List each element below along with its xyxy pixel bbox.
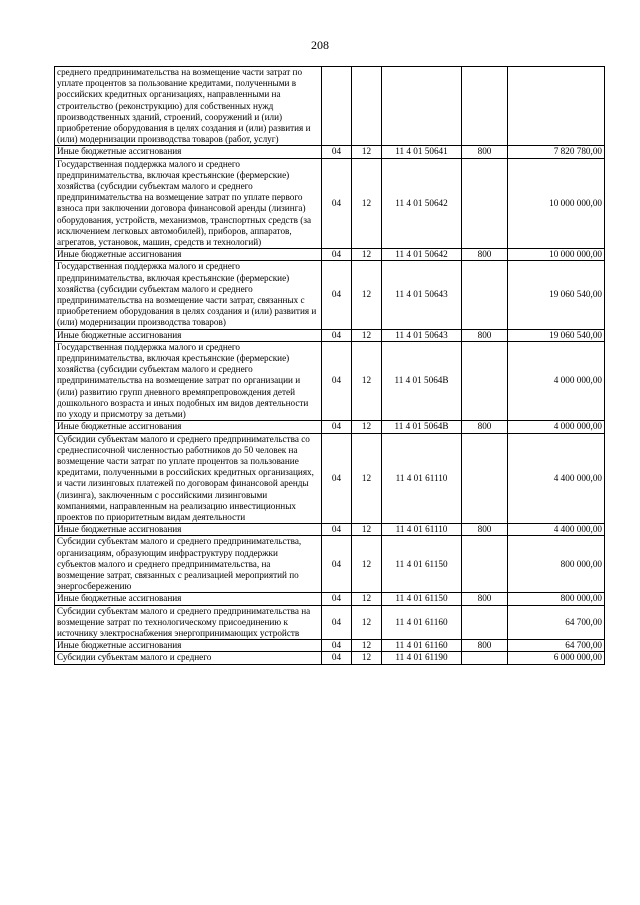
table-row [55,593,605,605]
row-expense-type: 800 [462,329,508,341]
row-amount: 7 820 780,00 [508,146,605,158]
row-expense-type: 800 [462,249,508,261]
table-row [55,249,605,261]
row-amount: 800 000,00 [508,536,605,593]
row-amount: 19 060 540,00 [508,329,605,341]
row-expense-type [462,341,508,420]
table-row [55,341,605,420]
row-subsection: 12 [352,261,382,329]
table-row [55,421,605,433]
row-section: 04 [322,433,352,524]
row-subsection: 12 [352,536,382,593]
row-section: 04 [322,249,352,261]
row-expense-type [462,158,508,249]
row-expense-type [462,652,508,664]
row-section: 04 [322,640,352,652]
row-subsection: 12 [352,652,382,664]
row-subsection: 12 [352,341,382,420]
row-expense-type: 800 [462,640,508,652]
row-amount: 4 000 000,00 [508,421,605,433]
row-subsection: 12 [352,524,382,536]
row-subsection: 12 [352,433,382,524]
row-subsection: 12 [352,605,382,640]
row-amount: 64 700,00 [508,605,605,640]
row-section: 04 [322,146,352,158]
row-name: Иные бюджетные ассигнования [55,640,322,652]
row-target-code: 11 4 01 50643 [382,261,462,329]
row-section: 04 [322,536,352,593]
row-expense-type: 800 [462,593,508,605]
row-expense-type [462,536,508,593]
row-target-code: 11 4 01 61150 [382,536,462,593]
table-row [55,158,605,249]
table-row [55,640,605,652]
row-target-code: 11 4 01 61110 [382,524,462,536]
row-amount: 4 400 000,00 [508,433,605,524]
row-subsection: 12 [352,329,382,341]
row-name: Государственная поддержка малого и среднего предпринимательства, включая крестьянские (фермерские) хозяйства (субсидии субъектам малого и среднего предпринимательства на возмещение затрат по организации и (или) развитию групп дневного времяпрепровождения детей дошкольного возраста и иных подобных им видов деятельности по уходу и присмотру за детьми) [55,341,322,420]
row-amount: 800 000,00 [508,593,605,605]
row-name: Иные бюджетные ассигнования [55,421,322,433]
row-section [322,67,352,146]
row-target-code: 11 4 01 61150 [382,593,462,605]
row-target-code [382,67,462,146]
row-section: 04 [322,329,352,341]
row-amount: 10 000 000,00 [508,249,605,261]
row-expense-type: 800 [462,421,508,433]
table-row [55,652,605,664]
row-name: Иные бюджетные ассигнования [55,146,322,158]
row-section: 04 [322,593,352,605]
table-row [55,524,605,536]
row-name: Иные бюджетные ассигнования [55,593,322,605]
budget-table [54,66,605,665]
row-expense-type [462,261,508,329]
row-section: 04 [322,261,352,329]
table-row [55,536,605,593]
row-amount: 6 000 000,00 [508,652,605,664]
row-subsection: 12 [352,421,382,433]
table-row [55,261,605,329]
row-name: Иные бюджетные ассигнования [55,249,322,261]
budget-table-body [55,67,605,665]
table-row [55,67,605,146]
page-number: 208 [311,38,329,52]
row-section: 04 [322,158,352,249]
table-row [55,433,605,524]
row-amount: 19 060 540,00 [508,261,605,329]
row-amount: 4 400 000,00 [508,524,605,536]
row-subsection: 12 [352,158,382,249]
row-target-code: 11 4 01 61190 [382,652,462,664]
row-name: среднего предпринимательства на возмещение части затрат по уплате процентов за пользование кредитами, полученными в российских кредитных организациях, направленными на строительство (реконструкцию) для собственных нужд производственных зданий, строений, сооружений и (или) приобретение оборудования в целях создания и (или) развития и (или) модернизации производства товаров (работ, услуг) [55,67,322,146]
row-amount [508,67,605,146]
row-name: Государственная поддержка малого и среднего предпринимательства, включая крестьянские (фермерские) хозяйства (субсидии субъектам малого и среднего предпринимательства на возмещение затрат по уплате первого взноса при заключении договора финансовой аренды (лизинга) оборудования, устройств, механизмов, транспортных средств (за исключением легковых автомобилей), приборов, аппаратов, агрегатов, установок, машин, средств и технологий) [55,158,322,249]
row-expense-type: 800 [462,524,508,536]
row-amount: 4 000 000,00 [508,341,605,420]
row-section: 04 [322,605,352,640]
row-target-code: 11 4 01 61160 [382,605,462,640]
row-amount: 10 000 000,00 [508,158,605,249]
row-section: 04 [322,341,352,420]
row-target-code: 11 4 01 61110 [382,433,462,524]
row-target-code: 11 4 01 50641 [382,146,462,158]
table-row [55,605,605,640]
row-name: Субсидии субъектам малого и среднего предпринимательства, организациям, образующим инфраструктуру поддержки субъектов малого и среднего предпринимательства, на возмещение затрат, связанных с реализацией мероприятий по энергосбережению [55,536,322,593]
row-section: 04 [322,652,352,664]
row-name: Субсидии субъектам малого и среднего предпринимательства на возмещение затрат по технологическому присоединению к источнику электроснабжения энергопринимающих устройств [55,605,322,640]
row-section: 04 [322,421,352,433]
row-target-code: 11 4 01 50642 [382,249,462,261]
row-target-code: 11 4 01 61160 [382,640,462,652]
row-amount: 64 700,00 [508,640,605,652]
row-name: Государственная поддержка малого и среднего предпринимательства, включая крестьянские (фермерские) хозяйства (субсидии субъектам малого и среднего предпринимательства на возмещение части затрат, связанных с приобретением оборудования в целях создания и (или) развития и (или) модернизации производства товаров) [55,261,322,329]
row-section: 04 [322,524,352,536]
row-target-code: 11 4 01 5064В [382,421,462,433]
row-expense-type [462,433,508,524]
row-subsection: 12 [352,146,382,158]
row-expense-type [462,67,508,146]
row-target-code: 11 4 01 50643 [382,329,462,341]
row-subsection: 12 [352,640,382,652]
row-target-code: 11 4 01 50642 [382,158,462,249]
row-name: Иные бюджетные ассигнования [55,329,322,341]
row-subsection: 12 [352,249,382,261]
table-row [55,329,605,341]
row-name: Субсидии субъектам малого и среднего [55,652,322,664]
row-subsection: 12 [352,593,382,605]
row-subsection [352,67,382,146]
row-expense-type: 800 [462,146,508,158]
row-name: Иные бюджетные ассигнования [55,524,322,536]
row-name: Субсидии субъектам малого и среднего предпринимательства со среднесписочной численностью работников до 50 человек на возмещение части затрат по уплате процентов за пользование кредитами, полученными в российских кредитных организациях, и части лизинговых платежей по договорам финансовой аренды (лизинга), заключенным с российскими лизинговыми компаниями, направленным на реализацию инвестиционных проектов по приоритетным видам деятельности [55,433,322,524]
row-expense-type [462,605,508,640]
table-row [55,146,605,158]
row-target-code: 11 4 01 5064В [382,341,462,420]
